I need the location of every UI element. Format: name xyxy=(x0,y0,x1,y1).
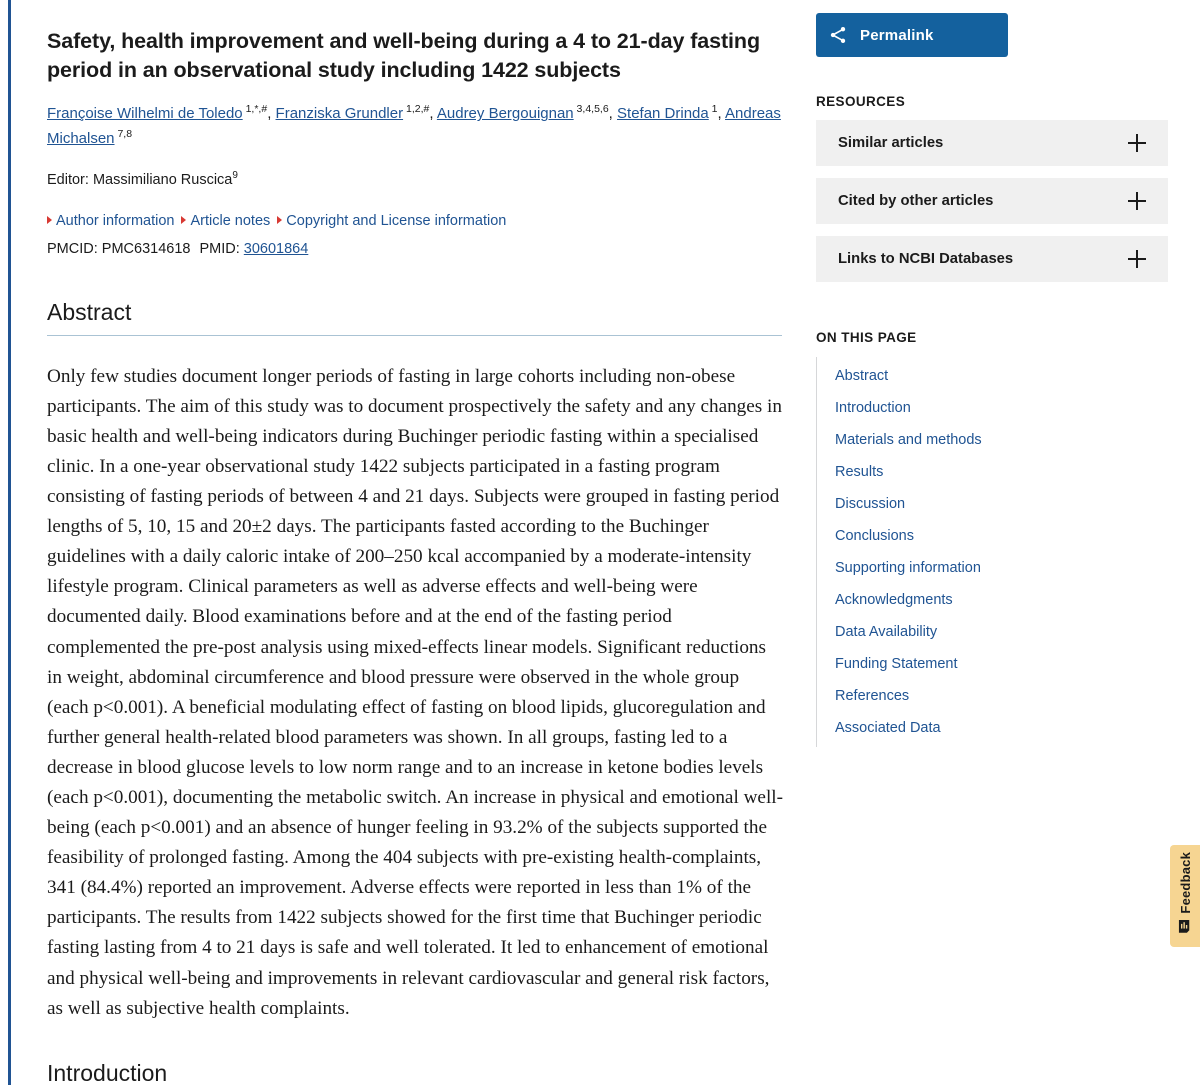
pmid-label: PMID: xyxy=(199,240,240,257)
triangle-right-icon xyxy=(181,216,186,224)
on-this-page-item[interactable]: References xyxy=(835,688,910,704)
feedback-tab[interactable] xyxy=(1170,845,1200,947)
abstract-heading: Abstract xyxy=(47,299,782,336)
author-affiliation-sup: 3,4,5,6 xyxy=(573,103,609,116)
editor-line xyxy=(47,169,787,188)
triangle-right-icon xyxy=(47,216,52,224)
resources-accordion xyxy=(816,120,1171,282)
author-affiliation-sup: 7,8 xyxy=(114,127,133,140)
meta-link-label[interactable]: Author information xyxy=(56,212,175,229)
editor-name: Massimiliano Ruscica xyxy=(92,171,233,188)
on-this-page-item[interactable]: Abstract xyxy=(835,368,889,384)
on-this-page-item[interactable]: Discussion xyxy=(835,496,906,512)
resource-accordion-label: Similar articles xyxy=(838,135,944,151)
resource-accordion-label: Cited by other articles xyxy=(838,193,994,209)
on-this-page-item[interactable]: Data Availability xyxy=(835,624,938,640)
meta-link-label[interactable]: Copyright and License information xyxy=(286,212,507,229)
sidebar xyxy=(816,0,1171,747)
editor-affiliation-sup: 9 xyxy=(232,169,238,181)
resources-heading: RESOURCES xyxy=(816,94,906,109)
resource-accordion-row[interactable] xyxy=(816,236,1168,282)
author-link[interactable]: Andreas Michalsen xyxy=(47,105,781,147)
plus-icon[interactable] xyxy=(1128,134,1146,152)
author-affiliation-sup: 1 xyxy=(708,103,718,116)
resource-accordion-row[interactable] xyxy=(816,120,1168,166)
on-this-page-heading: ON THIS PAGE xyxy=(816,330,917,345)
chart-bar-icon xyxy=(1178,919,1193,939)
abstract-text: Only few studies document longer periods of fasting in large cohorts including non-obese participants. The aim of this study was to document prospectively the safety and any changes in basic health and well-being indicators during Buchinger periodic fasting within a specialised clinic. In a one-year observational study 1422 subjects participated in a fasting program consisting of fasting periods of between 4 and 21 days. Subjects were grouped in fasting period lengths of 5, 10, 15 and 20±2 days. The participants fasted according to the Buchinger guidelines with a daily caloric intake of 200–250 kcal accompanied by a moderate-intensity lifestyle program. Clinical parameters as well as adverse effects and well-being were documented daily. Blood examinations before and at the end of the fasting period complemented the pre-post analysis using mixed-effects linear models. Significant reductions in weight, abdominal circumference and blood pressure were observed in the whole group (each p<0.001). A beneficial modulating effect of fasting on blood lipids, glucoregulation and further general health-related blood parameters was shown. In all groups, fasting led to a decrease in blood glucose levels to low norm range and to an increase in ketone bodies levels (each p<0.001), documenting the metabolic switch. An increase in physical and emotional well-being (each p<0.001) and an absence of hunger feeling in 93.2% of the subjects supported the feasibility of prolonged fasting. Among the 404 subjects with pre-existing health-complaints, 341 (84.4%) reported an improvement. Adverse effects were reported in less than 1% of the participants. The results from 1422 subjects showed for the first time that Buchinger periodic fasting lasting from 4 to 21 days is safe and well tolerated. It led to enhancement of emotional and physical well-being and improvements in relevant cardiovascular and general risk factors, as well as subjective health complaints. xyxy=(47,365,784,1019)
pmcid-value: PMC6314618 xyxy=(101,240,191,257)
pmid-link[interactable]: 30601864 xyxy=(243,240,309,257)
author-link[interactable]: Franziska Grundler xyxy=(275,105,404,123)
on-this-page-item[interactable]: Associated Data xyxy=(835,720,941,736)
author-link[interactable]: Audrey Bergouignan xyxy=(436,105,574,123)
plus-icon[interactable] xyxy=(1128,192,1146,210)
meta-link-item[interactable] xyxy=(47,213,174,229)
meta-link-item[interactable] xyxy=(181,213,270,229)
article-identifiers xyxy=(47,241,787,257)
permalink-button[interactable] xyxy=(816,13,1008,57)
author-list: Françoise Wilhelmi de Toledo $^{1,*,\#}$, Franziska Grundler $^{1,2,\#}$, Audrey Bergouignan $^{3,4,5,6}$, Stefan Drinda $^1$, Andreas Michalsen $^{7,8}$ xyxy=(47,103,781,147)
editor-label: Editor: xyxy=(47,171,89,188)
author-affiliation-sup: 1,2,# xyxy=(403,103,430,116)
on-this-page-item[interactable]: Results xyxy=(835,464,884,480)
on-this-page-nav xyxy=(816,357,1171,747)
pmcid-label: PMCID: xyxy=(47,240,98,257)
page-title: Safety, health improvement and well-being during a 4 to 21-day fasting period in an observational study including 1422 subjects xyxy=(47,29,760,82)
author-affiliation-sup: 1,*,# xyxy=(242,103,268,116)
author-link[interactable]: Stefan Drinda xyxy=(617,105,709,123)
feedback-label: Feedback xyxy=(1177,852,1193,914)
author-link[interactable]: Françoise Wilhelmi de Toledo xyxy=(47,105,243,123)
meta-link-label[interactable]: Article notes xyxy=(190,212,271,229)
resource-accordion-row[interactable] xyxy=(816,178,1168,224)
on-this-page-item[interactable]: Supporting information xyxy=(835,560,981,576)
share-icon xyxy=(816,25,860,45)
plus-icon[interactable] xyxy=(1128,250,1146,268)
on-this-page-item[interactable]: Introduction xyxy=(835,400,911,416)
meta-link-item[interactable] xyxy=(277,213,506,229)
on-this-page-item[interactable]: Acknowledgments xyxy=(835,592,953,608)
triangle-right-icon xyxy=(277,216,282,224)
left-accent-rail xyxy=(8,0,11,1085)
article-column xyxy=(47,0,787,1085)
resource-accordion-label: Links to NCBI Databases xyxy=(838,251,1014,267)
on-this-page-item[interactable]: Conclusions xyxy=(835,528,914,544)
meta-links xyxy=(47,213,787,229)
on-this-page-item[interactable]: Materials and methods xyxy=(835,432,982,448)
permalink-label: Permalink xyxy=(860,26,934,44)
introduction-heading: Introduction xyxy=(47,1059,168,1085)
on-this-page-item[interactable]: Funding Statement xyxy=(835,656,958,672)
